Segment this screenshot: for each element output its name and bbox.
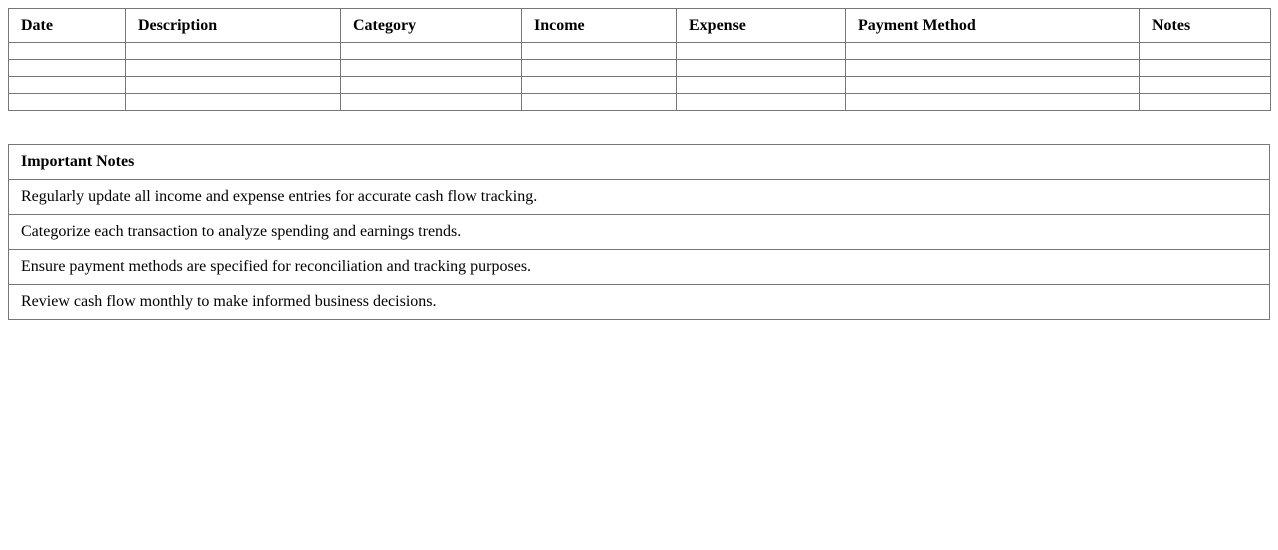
table-cell[interactable] [522, 60, 677, 77]
table-row [9, 43, 1271, 60]
table-cell[interactable] [677, 77, 846, 94]
column-header-notes: Notes [1140, 9, 1271, 43]
table-cell[interactable] [9, 60, 126, 77]
table-cell[interactable] [677, 60, 846, 77]
cash-flow-table [8, 8, 1271, 111]
important-notes-table [8, 144, 1270, 320]
column-header-description: Description [126, 9, 341, 43]
note-row [9, 215, 1270, 250]
table-cell[interactable] [846, 94, 1140, 111]
table-row [9, 77, 1271, 94]
column-header-payment-method: Payment Method [846, 9, 1140, 43]
table-cell[interactable] [341, 77, 522, 94]
column-header-expense: Expense [677, 9, 846, 43]
table-cell[interactable] [846, 43, 1140, 60]
table-row [9, 60, 1271, 77]
column-header-income: Income [522, 9, 677, 43]
table-cell[interactable] [1140, 77, 1271, 94]
table-header-row [9, 9, 1271, 43]
note-row [9, 250, 1270, 285]
table-cell[interactable] [677, 43, 846, 60]
table-cell[interactable] [522, 77, 677, 94]
table-cell[interactable] [126, 77, 341, 94]
note-item: Categorize each transaction to analyze spending and earnings trends. [9, 215, 1270, 250]
table-cell[interactable] [341, 60, 522, 77]
table-cell[interactable] [341, 94, 522, 111]
table-cell[interactable] [1140, 94, 1271, 111]
table-cell[interactable] [9, 94, 126, 111]
table-cell[interactable] [9, 77, 126, 94]
note-item: Review cash flow monthly to make informed business decisions. [9, 285, 1270, 320]
notes-header-row [9, 145, 1270, 180]
table-cell[interactable] [126, 43, 341, 60]
table-cell[interactable] [9, 43, 126, 60]
column-header-category: Category [341, 9, 522, 43]
note-item: Regularly update all income and expense entries for accurate cash flow tracking. [9, 180, 1270, 215]
notes-heading: Important Notes [9, 145, 1270, 180]
note-item: Ensure payment methods are specified for reconciliation and tracking purposes. [9, 250, 1270, 285]
table-row [9, 94, 1271, 111]
table-cell[interactable] [341, 43, 522, 60]
note-row [9, 285, 1270, 320]
table-cell[interactable] [846, 77, 1140, 94]
table-cell[interactable] [522, 94, 677, 111]
note-row [9, 180, 1270, 215]
table-cell[interactable] [1140, 43, 1271, 60]
table-cell[interactable] [126, 94, 341, 111]
table-cell[interactable] [846, 60, 1140, 77]
table-cell[interactable] [677, 94, 846, 111]
table-cell[interactable] [1140, 60, 1271, 77]
table-cell[interactable] [522, 43, 677, 60]
column-header-date: Date [9, 9, 126, 43]
table-cell[interactable] [126, 60, 341, 77]
